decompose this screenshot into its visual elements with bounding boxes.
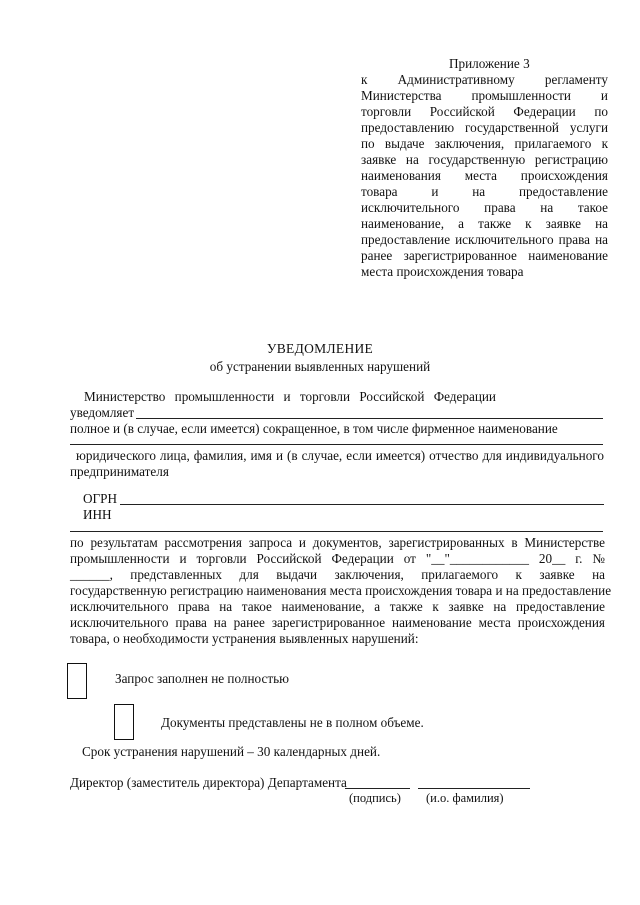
ministry-line: Министерство промышленности и торговли Российской Федерации — [84, 389, 496, 404]
appendix-line: товара и на предоставление — [361, 184, 608, 199]
appendix-line: заявке на государственную регистрацию — [361, 152, 608, 167]
results-text-line: ______, представленных для выдачи заключения, прилагаемого к заявке на — [70, 567, 605, 582]
inn-label: ИНН — [83, 507, 112, 522]
appendix-line: Министерства промышленности и — [361, 88, 608, 103]
option-2-checkbox[interactable] — [114, 704, 134, 740]
signature-field[interactable] — [345, 788, 410, 789]
director-label: Директор (заместитель директора) Департамента — [70, 775, 347, 790]
name-hint: полное и (в случае, если имеется) сокращенное, в том числе фирменное наименование — [70, 421, 558, 436]
appendix-line: торговли Российской Федерации по — [361, 104, 608, 119]
notifies-label: уведомляет — [70, 405, 135, 420]
results-text-line: по результатам рассмотрения запроса и документов, зарегистрированных в Министерстве — [70, 535, 605, 550]
option-1-label: Запрос заполнен не полностью — [115, 671, 289, 686]
fio-field[interactable] — [418, 788, 530, 789]
results-text-line: товара, о необходимости устранения выявленных нарушений: — [70, 631, 419, 646]
deadline-text: Срок устранения нарушений – 30 календарных дней. — [82, 744, 381, 759]
appendix-line: наименование, а также к заявке на — [361, 216, 608, 231]
results-text-line: исключительного права на ранее зарегистрированное наименование места происхождения — [70, 615, 605, 630]
results-text-line: государственную регистрацию наименования места происхождения товара и на предоставление — [70, 583, 612, 598]
appendix-line: предоставлению государственной услуги — [361, 120, 608, 135]
appendix-title: Приложение 3 — [449, 56, 530, 71]
person-hint-continued: предпринимателя — [70, 464, 169, 479]
ogrn-field[interactable] — [120, 504, 604, 505]
appendix-line: исключительного права на такое — [361, 200, 608, 215]
results-text-line: промышленности и торговли Российской Федерации от "__"____________ 20__ г. № — [70, 551, 605, 566]
recipient-name-field-2[interactable] — [70, 444, 603, 445]
appendix-line: по выдаче заключения, прилагаемого к — [361, 136, 608, 151]
appendix-line: предоставление исключительного права на — [361, 232, 608, 247]
option-1-checkbox[interactable] — [67, 663, 87, 699]
appendix-line: к Административному регламенту — [361, 72, 608, 87]
fio-hint: (и.о. фамилия) — [426, 791, 504, 805]
appendix-line: ранее зарегистрированное наименование — [361, 248, 608, 263]
appendix-block — [361, 56, 608, 280]
document-title: УВЕДОМЛЕНИЕ — [266, 341, 374, 356]
person-hint: юридического лица, фамилия, имя и (в случае, если имеется) отчество для индивидуального — [76, 448, 604, 463]
recipient-name-field[interactable] — [136, 418, 603, 419]
option-2-label: Документы представлены не в полном объеме. — [161, 715, 424, 730]
document-subtitle: об устранении выявленных нарушений — [209, 359, 431, 374]
results-text-line: исключительного права на такое наименование, а также к заявке на предоставление — [70, 599, 605, 614]
ogrn-label: ОГРН — [83, 491, 118, 506]
inn-field[interactable] — [70, 531, 603, 532]
signature-hint: (подпись) — [349, 791, 401, 805]
appendix-line: места происхождения товара — [361, 264, 524, 279]
appendix-line: наименования места происхождения — [361, 168, 608, 183]
